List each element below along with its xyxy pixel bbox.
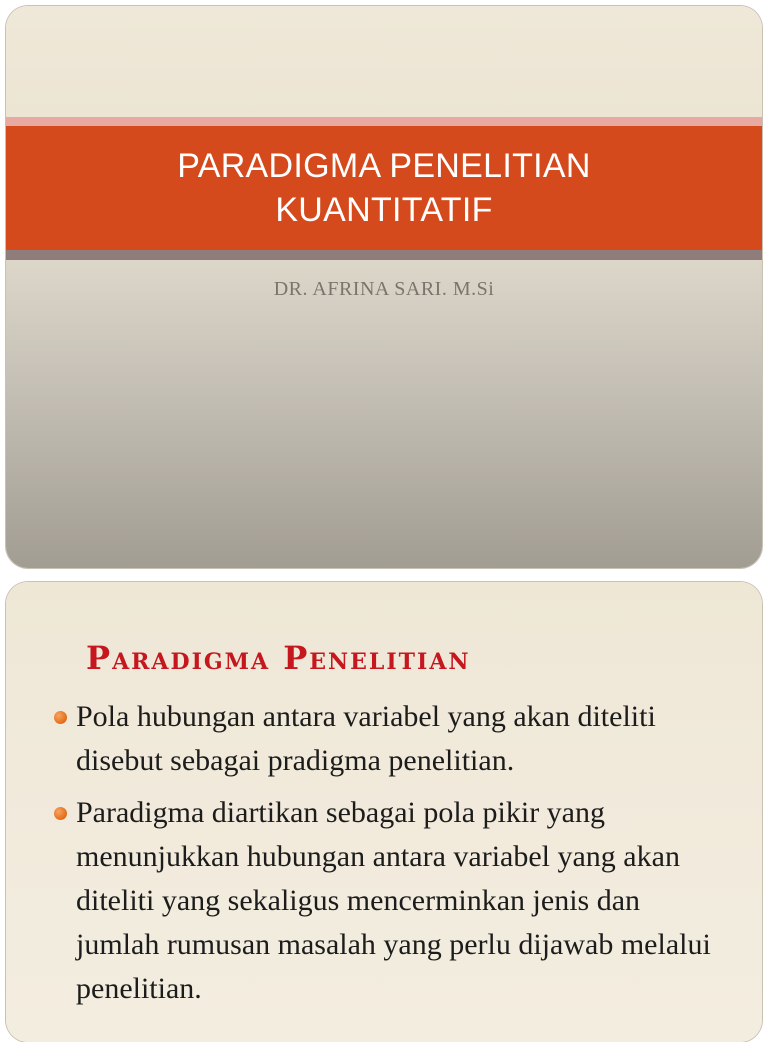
title-band xyxy=(6,126,762,250)
bullet-text: Pola hubungan antara variabel yang akan diteliti disebut sebagai pradigma penelitian. xyxy=(76,700,656,777)
title-slide xyxy=(6,6,762,568)
title-band-top-stripe xyxy=(6,117,762,126)
bullet-dot-icon xyxy=(54,711,67,724)
slide-author: DR. AFRINA SARI. M.Si xyxy=(273,278,495,300)
content-heading: Paradigma Penelitian xyxy=(86,639,471,677)
bullet-list xyxy=(54,695,714,1019)
content-slide xyxy=(6,582,762,1042)
bullet-text: Paradigma diartikan sebagai pola pikir yang menunjukkan hubungan antara variabel yang akan diteliti yang sekaligus mencerminkan jenis dan jumlah rumusan masalah yang perlu dijawab melalui penelitian. xyxy=(76,796,711,1005)
slide-title: PARADIGMA PENELITIAN KUANTITATIF xyxy=(177,147,591,229)
list-item xyxy=(54,695,714,783)
bullet-dot-icon xyxy=(54,807,67,820)
title-band-bottom-stripe xyxy=(6,250,762,260)
list-item xyxy=(54,791,714,1011)
